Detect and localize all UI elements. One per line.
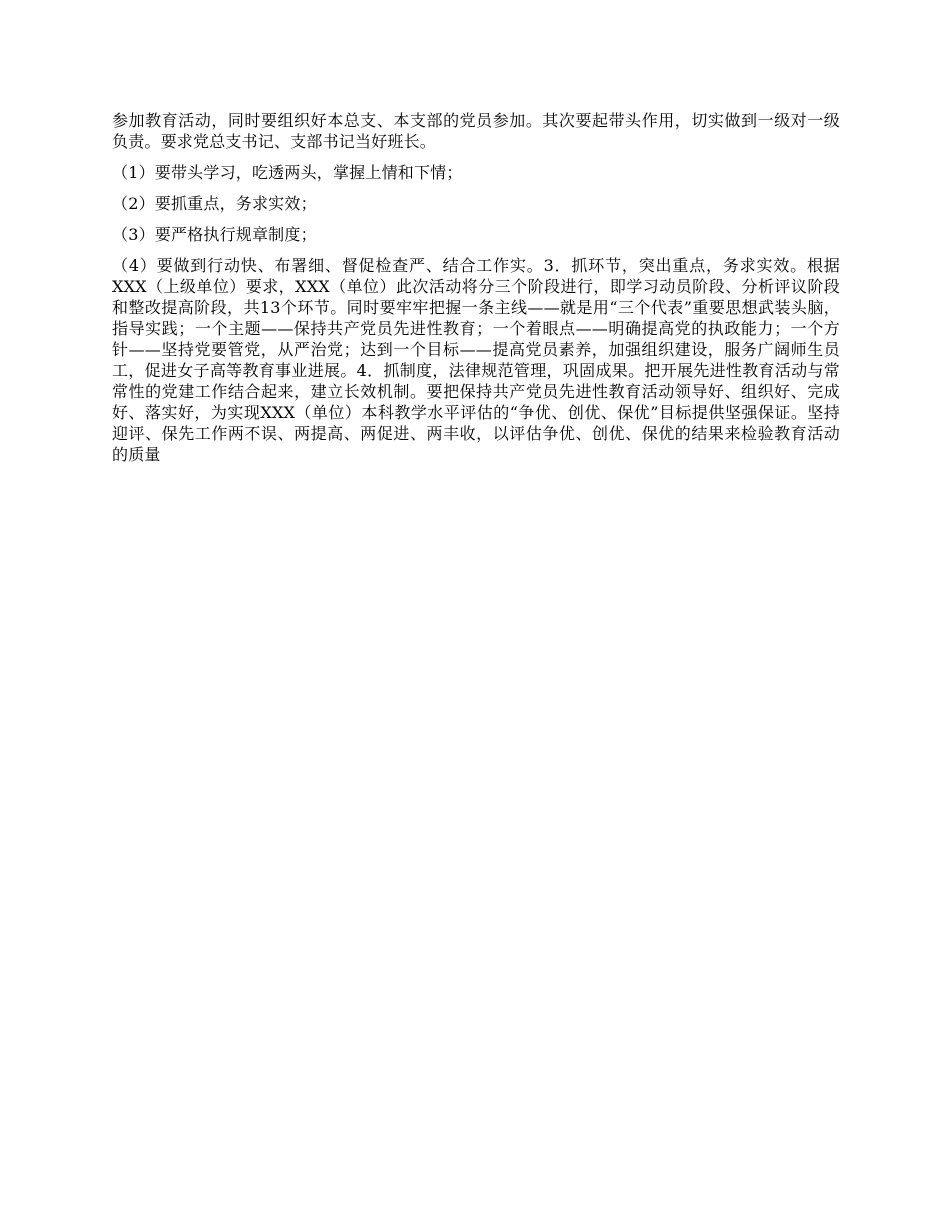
list-item-4: （4）要做到行动快、布署细、督促检查严、结合工作实。3．抓环节，突出重点，务求实效。根据XXX（上级单位）要求，XXX（单位）此次活动将分三个阶段进行，即学习动员阶段、分析评议阶段和整改提高阶段，共13个环节。同时要牢牢把握一条主线——就是用“三个代表”重要思想武装头脑，指导实践；一个主题——保持共产党员先进性教育；一个着眼点——明确提高党的执政能力；一个方针——坚持党要管党，从严治党；达到一个目标——提高党员素养，加强组织建设，服务广阔师生员工，促进女子高等教育事业进展。4．抓制度，法律规范管理，巩固成果。把开展先进性教育活动与常常性的党建工作结合起来，建立长效机制。要把保持共产党员先进性教育活动领导好、组织好、完成好、落实好，为实现XXX（单位）本科教学水平评估的“争优、创优、保优”目标提供坚强保证。坚持迎评、保先工作两不误、两提高、两促进、两丰收，以评估争优、创优、保优的结果来检验教育活动的质量	[112, 256, 840, 464]
list-item-2: （2）要抓重点，务求实效；	[112, 194, 317, 213]
paragraph-intro: 参加教育活动，同时要组织好本总支、本支部的党员参加。其次要起带头作用，切实做到一级对一级负责。要求党总支书记、支部书记当好班长。	[112, 111, 840, 151]
list-item-1: （1）要带头学习，吃透两头，掌握上情和下情；	[112, 163, 463, 182]
list-item-3: （3）要严格执行规章制度；	[112, 225, 317, 244]
document-body	[112, 110, 840, 475]
